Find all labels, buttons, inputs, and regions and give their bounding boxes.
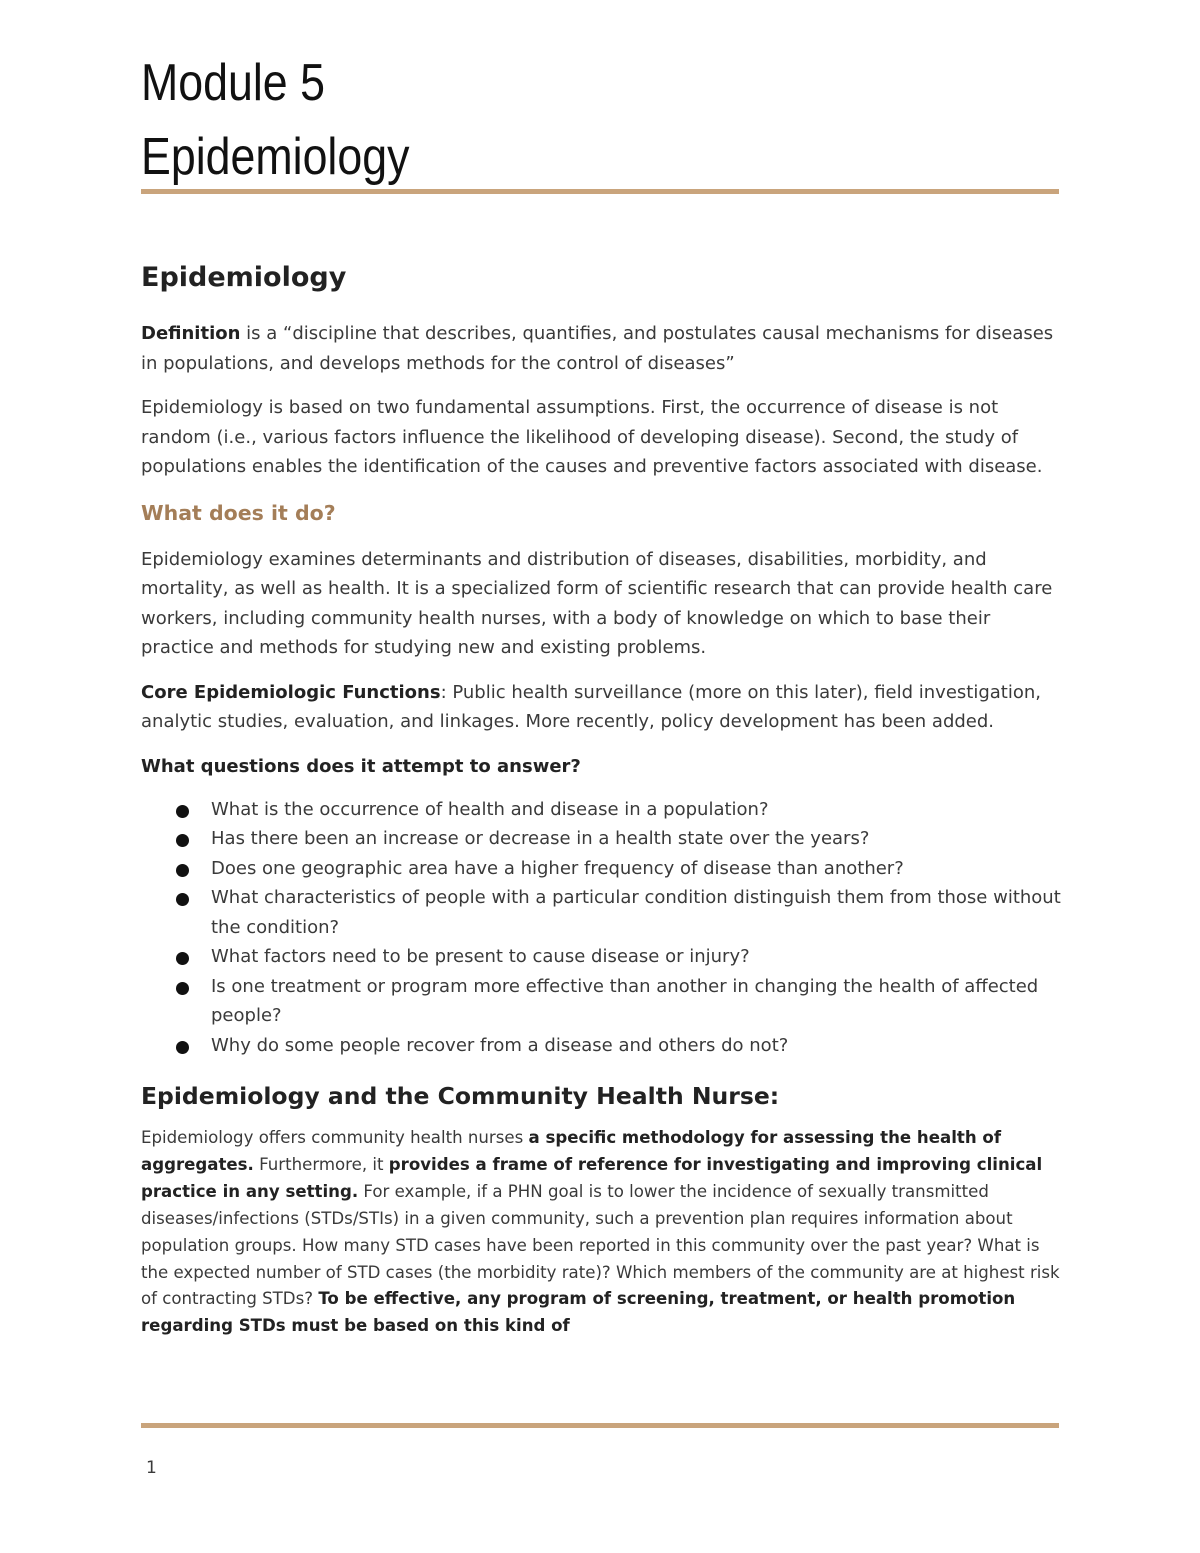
core-functions-paragraph bbox=[141, 678, 1061, 737]
emphasis-text: provides a frame of reference for investigating and improving clinical practice in any setting. bbox=[141, 1154, 1043, 1201]
questions-list bbox=[141, 795, 1061, 1061]
section-heading-epidemiology: Epidemiology bbox=[141, 262, 347, 293]
paragraph-text: Furthermore, it bbox=[253, 1154, 389, 1174]
emphasis-text: a specific methodology for assessing the health of aggregates. bbox=[141, 1128, 1002, 1174]
topic-title: Epidemiology bbox=[141, 128, 410, 186]
bullet-icon bbox=[176, 805, 189, 818]
what-does-it-do-heading: What does it do? bbox=[141, 500, 336, 525]
assumptions-paragraph: Epidemiology is based on two fundamental assumptions. First, the occurrence of disease is not random (i.e., various factors influence the likelihood of developing disease). Second, the study of populations enables the identification of the causes and preventive factors associated with disease. bbox=[141, 397, 1043, 477]
list-item bbox=[211, 942, 1061, 972]
what-does-it-do-paragraph: Epidemiology examines determinants and distribution of diseases, disabilities, morbidity, and mortality, as well as health. It is a specialized form of scientific research that can provide health care workers, including community health nurses, with a body of knowledge on which to base their practice and methods for studying new and existing problems. bbox=[141, 548, 1053, 658]
bullet-icon bbox=[176, 834, 189, 847]
bullet-icon bbox=[176, 864, 189, 877]
emphasis-text: To be effective, any program of screening, treatment, or health promotion regarding STDs must be based on this kind of bbox=[141, 1289, 1016, 1336]
list-item bbox=[211, 854, 1061, 884]
module-title: Module 5 bbox=[141, 54, 325, 112]
list-item-text: Is one treatment or program more effective than another in changing the health of affected people? bbox=[211, 975, 1039, 1026]
list-item-text: What factors need to be present to cause disease or injury? bbox=[211, 946, 750, 967]
definition-paragraph bbox=[141, 319, 1061, 378]
list-item-text: Why do some people recover from a disease and others do not? bbox=[211, 1034, 789, 1056]
list-item-text: What is the occurrence of health and disease in a population? bbox=[211, 798, 769, 820]
definition-label: Definition bbox=[141, 323, 241, 344]
list-item bbox=[211, 883, 1061, 942]
definition-text: is a “discipline that describes, quantifies, and postulates causal mechanisms for diseases in populations, and develops methods for the control of diseases” bbox=[141, 323, 1054, 374]
list-item bbox=[211, 795, 1061, 825]
page-content bbox=[141, 258, 1061, 1340]
footer-divider bbox=[141, 1423, 1059, 1428]
questions-heading: What questions does it attempt to answer? bbox=[141, 755, 581, 777]
community-health-nurse-paragraph bbox=[141, 1125, 1061, 1340]
section-heading-community-health-nurse: Epidemiology and the Community Health Nurse: bbox=[141, 1082, 780, 1110]
page-number: 1 bbox=[146, 1458, 157, 1478]
list-item-text: Has there been an increase or decrease in a health state over the years? bbox=[211, 828, 870, 849]
bullet-icon bbox=[176, 982, 189, 995]
list-item bbox=[211, 1031, 1061, 1061]
bullet-icon bbox=[176, 893, 189, 906]
paragraph-text: For example, if a PHN goal is to lower the incidence of sexually transmitted diseases/infections (STDs/STIs) in a given community, such a prevention plan requires information about population groups. How many STD cases have been reported in this community over the past year? What is the expected number of STD cases (the morbidity rate)? Which members of the community are at highest risk of contracting STDs? bbox=[141, 1181, 1060, 1309]
header-divider bbox=[141, 189, 1059, 194]
core-functions-label: Core Epidemiologic Functions bbox=[141, 681, 441, 703]
list-item-text: What characteristics of people with a particular condition distinguish them from those without the condition? bbox=[211, 887, 1061, 938]
list-item-text: Does one geographic area have a higher frequency of disease than another? bbox=[211, 857, 904, 879]
list-item bbox=[211, 824, 1061, 854]
bullet-icon bbox=[176, 1041, 189, 1054]
bullet-icon bbox=[176, 952, 189, 965]
list-item bbox=[211, 972, 1061, 1031]
core-functions-text: : Public health surveillance (more on this later), field investigation, analytic studies, evaluation, and linkages. More recently, policy development has been added. bbox=[141, 681, 1041, 732]
paragraph-text: Epidemiology offers community health nurses bbox=[141, 1128, 529, 1147]
